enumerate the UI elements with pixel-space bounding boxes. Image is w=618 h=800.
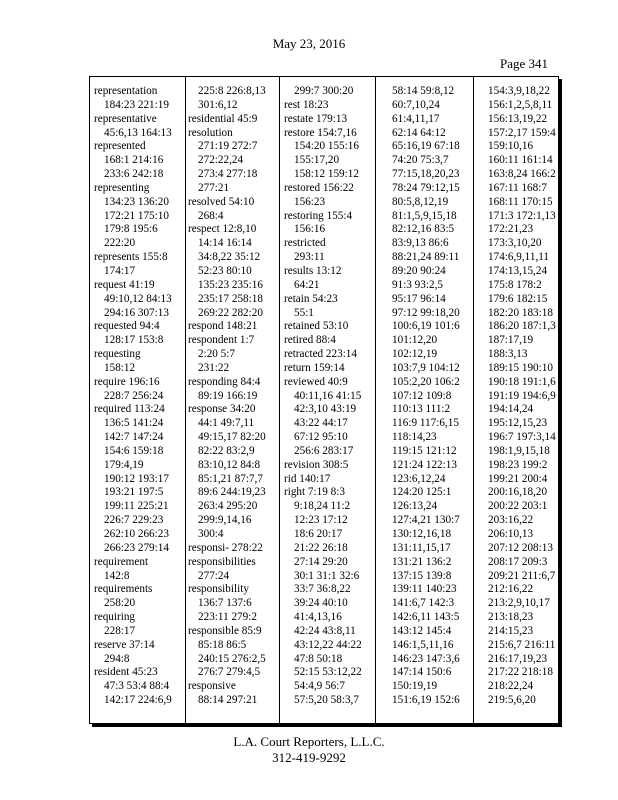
- index-references: 190:18 191:1,6: [488, 375, 556, 388]
- index-references: 216:17,19,23: [488, 652, 548, 665]
- index-references: 64:21: [294, 278, 320, 291]
- index-references: 118:14,23: [392, 431, 437, 444]
- index-term: resolution: [188, 126, 233, 139]
- index-references: 101:12,20: [392, 334, 438, 347]
- index-references: 136:7 137:6: [198, 597, 252, 610]
- index-column-4: [382, 85, 474, 719]
- index-term: requirement: [94, 555, 149, 568]
- index-term: representative: [94, 112, 157, 125]
- index-references: 184:23 221:19: [104, 98, 169, 111]
- index-references: 105:2,20 106:2: [392, 375, 460, 388]
- index-references: 107:12 109:8: [392, 389, 452, 402]
- index-references: 67:12 95:10: [294, 431, 348, 444]
- index-references: 219:5,6,20: [488, 694, 536, 707]
- index-references: 159:10,16: [488, 140, 534, 153]
- index-term: respond 148:21: [188, 320, 258, 333]
- index-references: 196:7 197:3,14: [488, 431, 556, 444]
- footer-phone: 312-419-9292: [272, 750, 346, 765]
- index-term: require 196:16: [94, 375, 160, 388]
- index-references: 142:17 224:6,9: [104, 694, 172, 707]
- index-term: represents 155:8: [94, 251, 168, 264]
- index-references: 126:13,24: [392, 500, 438, 513]
- index-references: 136:5 141:24: [104, 417, 164, 430]
- index-references: 154:20 155:16: [294, 140, 359, 153]
- index-term: restricted: [284, 237, 326, 250]
- index-references: 49:10,12 84:13: [104, 292, 172, 305]
- index-term: rid 140:17: [284, 472, 331, 485]
- index-references: 273:4 277:18: [198, 168, 258, 181]
- index-references: 263:4 295:20: [198, 500, 258, 513]
- index-references: 209:21 211:6,7: [488, 569, 556, 582]
- index-references: 190:12 193:17: [104, 472, 169, 485]
- index-references: 294:8: [104, 652, 130, 665]
- index-references: 62:14 64:12: [392, 126, 446, 139]
- index-references: 137:15 139:8: [392, 569, 452, 582]
- index-references: 195:12,15,23: [488, 417, 548, 430]
- index-references: 89:19 166:19: [198, 389, 258, 402]
- index-term: responsi- 278:22: [188, 541, 263, 554]
- index-references: 12:23 17:12: [294, 514, 348, 527]
- index-term: resolved 54:10: [188, 195, 255, 208]
- index-term: restored 156:22: [284, 181, 354, 194]
- index-references: 156:13,19,22: [488, 112, 548, 125]
- index-term: responding 84:4: [188, 375, 261, 388]
- index-references: 131:21 136:2: [392, 555, 452, 568]
- index-references: 276:7 279:4,5: [198, 666, 261, 679]
- index-references: 60:7,10,24: [392, 98, 440, 111]
- index-references: 293:11: [294, 251, 325, 264]
- index-references: 191:19 194:6,9: [488, 389, 556, 402]
- index-references: 30:1 31:1 32:6: [294, 569, 360, 582]
- index-references: 294:16 307:13: [104, 306, 169, 319]
- index-references: 78:24 79:12,15: [392, 181, 460, 194]
- index-references: 208:17 209:3: [488, 555, 548, 568]
- index-references: 55:1: [294, 306, 314, 319]
- index-references: 174:13,15,24: [488, 264, 548, 277]
- index-term: retracted 223:14: [284, 348, 357, 361]
- index-references: 146:23 147:3,6: [392, 652, 460, 665]
- index-references: 266:23 279:14: [104, 541, 169, 554]
- index-references: 150:19,19: [392, 680, 438, 693]
- index-references: 14:14 16:14: [198, 237, 252, 250]
- index-term: return 159:14: [284, 361, 345, 374]
- index-references: 52:23 80:10: [198, 264, 252, 277]
- index-references: 119:15 121:12: [392, 444, 457, 457]
- index-references: 174:17: [104, 264, 136, 277]
- index-references: 160:11 161:14: [488, 154, 553, 167]
- index-references: 82:12,16 83:5: [392, 223, 455, 236]
- index-references: 143:12 145:4: [392, 624, 452, 637]
- index-references: 89:6 244:19,23: [198, 486, 266, 499]
- index-references: 174:6,9,11,11: [488, 251, 550, 264]
- index-references: 65:16,19 67:18: [392, 140, 460, 153]
- index-references: 157:2,17 159:4: [488, 126, 556, 139]
- index-term: rest 18:23: [284, 98, 329, 111]
- index-references: 82:22 83:2,9: [198, 444, 255, 457]
- index-references: 142:8: [104, 569, 130, 582]
- index-references: 156:1,2,5,8,11: [488, 98, 553, 111]
- index-references: 58:14 59:8,12: [392, 85, 455, 97]
- index-term: reserve 37:14: [94, 638, 155, 651]
- index-references: 301:6,12: [198, 98, 238, 111]
- index-columns: [94, 85, 556, 719]
- index-references: 124:20 125:1: [392, 486, 452, 499]
- index-references: 199:21 200:4: [488, 472, 548, 485]
- index-references: 88:21,24 89:11: [392, 251, 460, 264]
- index-references: 179:8 195:6: [104, 223, 158, 236]
- index-references: 226:7 229:23: [104, 514, 164, 527]
- index-references: 277:21: [198, 181, 230, 194]
- index-references: 103:7,9 104:12: [392, 361, 460, 374]
- index-references: 9:18,24 11:2: [294, 500, 351, 513]
- index-references: 299:7 300:20: [294, 85, 354, 97]
- index-references: 256:6 283:17: [294, 444, 354, 457]
- index-references: 168:1 214:16: [104, 154, 164, 167]
- index-references: 193:21 197:5: [104, 486, 164, 499]
- index-references: 142:6,11 143:5: [392, 611, 460, 624]
- index-references: 147:14 150:6: [392, 666, 452, 679]
- index-references: 44:1 49:7,11: [198, 417, 255, 430]
- index-references: 173:3,10,20: [488, 237, 542, 250]
- index-references: 54:4,9 56:7: [294, 680, 345, 693]
- index-references: 47:3 53:4 88:4: [104, 680, 170, 693]
- index-references: 81:1,5,9,15,18: [392, 209, 457, 222]
- index-references: 85:18 86:5: [198, 638, 247, 651]
- index-references: 43:12,22 44:22: [294, 638, 362, 651]
- index-references: 207:12 208:13: [488, 541, 553, 554]
- index-references: 83:10,12 84:8: [198, 458, 261, 471]
- index-references: 128:17 153:8: [104, 334, 164, 347]
- index-references: 200:22 203:1: [488, 500, 548, 513]
- index-references: 156:23: [294, 195, 326, 208]
- index-term: restoring 155:4: [284, 209, 353, 222]
- index-references: 154:3,9,18,22: [488, 85, 550, 97]
- index-term: revision 308:5: [284, 458, 349, 471]
- index-term: residential 45:9: [188, 112, 258, 125]
- index-references: 194:14,24: [488, 403, 534, 416]
- index-references: 123:6,12,24: [392, 472, 446, 485]
- index-references: 102:12,19: [392, 348, 438, 361]
- index-references: 47:8 50:18: [294, 652, 343, 665]
- index-term: retired 88:4: [284, 334, 336, 347]
- index-references: 163:8,24 166:2: [488, 168, 556, 181]
- index-references: 218:22,24: [488, 680, 534, 693]
- index-references: 158:12 159:12: [294, 168, 359, 181]
- index-references: 91:3 93:2,5: [392, 278, 443, 291]
- index-references: 215:6,7 216:11: [488, 638, 556, 651]
- index-references: 233:6 242:18: [104, 168, 164, 181]
- page-number: Page 341: [499, 56, 548, 71]
- index-references: 199:11 225:21: [104, 500, 169, 513]
- index-term: resident 45:23: [94, 666, 158, 679]
- index-references: 33:7 36:8,22: [294, 583, 351, 596]
- index-references: 198:1,9,15,18: [488, 444, 550, 457]
- index-references: 223:11 279:2: [198, 611, 257, 624]
- index-term: retain 54:23: [284, 292, 338, 305]
- index-references: 277:24: [198, 569, 230, 582]
- index-references: 42:3,10 43:19: [294, 403, 357, 416]
- index-references: 175:8 178:2: [488, 278, 542, 291]
- index-references: 262:10 266:23: [104, 528, 169, 540]
- index-references: 203:16,22: [488, 514, 534, 527]
- index-references: 231:22: [198, 361, 230, 374]
- index-references: 127:4,21 130:7: [392, 514, 460, 527]
- index-term: respect 12:8,10: [188, 223, 257, 236]
- index-references: 151:6,19 152:6: [392, 694, 460, 707]
- index-references: 110:13 111:2: [392, 403, 451, 416]
- index-references: 45:6,13 164:13: [104, 126, 172, 139]
- index-references: 271:19 272:7: [198, 140, 258, 153]
- index-references: 214:15,23: [488, 624, 534, 637]
- index-references: 187:17,19: [488, 334, 534, 347]
- index-references: 200:16,18,20: [488, 486, 548, 499]
- index-term: responsible 85:9: [188, 624, 262, 637]
- index-references: 39:24 40:10: [294, 597, 348, 610]
- index-references: 168:11 170:15: [488, 195, 553, 208]
- index-references: 85:1,21 87:7,7: [198, 472, 263, 485]
- index-references: 179:6 182:15: [488, 292, 548, 305]
- index-references: 88:14 297:21: [198, 694, 258, 707]
- index-references: 235:17 258:18: [198, 292, 263, 305]
- index-references: 27:14 29:20: [294, 555, 348, 568]
- index-references: 74:20 75:3,7: [392, 154, 449, 167]
- index-references: 213:18,23: [488, 611, 534, 624]
- index-references: 57:5,20 58:3,7: [294, 694, 359, 707]
- index-references: 240:15 276:2,5: [198, 652, 266, 665]
- index-references: 155:17,20: [294, 154, 340, 167]
- index-references: 228:17: [104, 624, 136, 637]
- index-references: 52:15 53:12,22: [294, 666, 362, 679]
- index-references: 269:22 282:20: [198, 306, 263, 319]
- header-date: May 23, 2016: [272, 36, 346, 51]
- index-references: 228:7 256:24: [104, 389, 164, 402]
- index-references: 97:12 99:18,20: [392, 306, 460, 319]
- index-references: 222:20: [104, 237, 136, 250]
- index-references: 156:16: [294, 223, 326, 236]
- index-term: response 34:20: [188, 403, 256, 416]
- index-references: 135:23 235:16: [198, 278, 263, 291]
- index-references: 272:22,24: [198, 154, 244, 167]
- index-column-1: [94, 85, 182, 719]
- index-references: 268:4: [198, 209, 224, 222]
- index-references: 172:21,23: [488, 223, 534, 236]
- index-references: 186:20 187:1,3: [488, 320, 556, 333]
- index-term: restore 154:7,16: [284, 126, 357, 139]
- index-term: responsive: [188, 680, 236, 693]
- index-term: representing: [94, 181, 150, 194]
- index-column-5: [478, 85, 562, 719]
- index-references: 189:15 190:10: [488, 361, 553, 374]
- index-references: 198:23 199:2: [488, 458, 548, 471]
- index-references: 154:6 159:18: [104, 444, 164, 457]
- index-term: responsibility: [188, 583, 249, 596]
- index-references: 43:22 44:17: [294, 417, 348, 430]
- index-references: 142:7 147:24: [104, 431, 164, 444]
- index-references: 2:20 5:7: [198, 348, 235, 361]
- index-references: 77:15,18,20,23: [392, 168, 460, 181]
- index-references: 49:15,17 82:20: [198, 431, 266, 444]
- index-references: 100:6,19 101:6: [392, 320, 460, 333]
- index-term: requirements: [94, 583, 153, 596]
- index-references: 217:22 218:18: [488, 666, 553, 679]
- index-references: 134:23 136:20: [104, 195, 169, 208]
- index-references: 89:20 90:24: [392, 264, 446, 277]
- index-box: [89, 76, 559, 724]
- index-references: 121:24 122:13: [392, 458, 457, 471]
- index-term: reviewed 40:9: [284, 375, 348, 388]
- index-references: 158:12: [104, 361, 136, 374]
- index-references: 179:4,19: [104, 458, 144, 471]
- index-references: 300:4: [198, 528, 224, 540]
- index-term: retained 53:10: [284, 320, 349, 333]
- index-references: 42:24 43:8,11: [294, 624, 356, 637]
- index-term: request 41:19: [94, 278, 155, 291]
- index-references: 131:11,15,17: [392, 541, 451, 554]
- index-term: responsibilities: [188, 555, 256, 568]
- index-references: 139:11 140:23: [392, 583, 457, 596]
- index-references: 206:10,13: [488, 528, 534, 540]
- index-references: 61:4,11,17: [392, 112, 440, 125]
- index-term: requiring: [94, 611, 136, 624]
- index-column-2: [188, 85, 280, 719]
- index-references: 188:3,13: [488, 348, 528, 361]
- index-references: 299:9,14,16: [198, 514, 252, 527]
- index-references: 167:11 168:7: [488, 181, 547, 194]
- index-references: 80:5,8,12,19: [392, 195, 449, 208]
- index-term: requesting: [94, 348, 141, 361]
- index-references: 141:6,7 142:3: [392, 597, 455, 610]
- index-term: restate 179:13: [284, 112, 348, 125]
- index-term: represented: [94, 140, 146, 153]
- index-references: 258:20: [104, 597, 136, 610]
- index-term: requested 94:4: [94, 320, 160, 333]
- index-references: 225:8 226:8,13: [198, 85, 266, 97]
- index-references: 95:17 96:14: [392, 292, 446, 305]
- index-references: 34:8,22 35:12: [198, 251, 261, 264]
- index-references: 213:2,9,10,17: [488, 597, 550, 610]
- footer-company: L.A. Court Reporters, L.L.C.: [233, 734, 385, 749]
- index-term: results 13:12: [284, 264, 342, 277]
- index-references: 116:9 117:6,15: [392, 417, 459, 430]
- index-references: 41:4,13,16: [294, 611, 342, 624]
- index-references: 182:20 183:18: [488, 306, 553, 319]
- index-references: 18:6 20:17: [294, 528, 343, 540]
- index-references: 21:22 26:18: [294, 541, 348, 554]
- index-term: required 113:24: [94, 403, 165, 416]
- index-term: right 7:19 8:3: [284, 486, 345, 499]
- index-column-3: [284, 85, 374, 719]
- index-references: 171:3 172:1,13: [488, 209, 556, 222]
- index-references: 83:9,13 86:6: [392, 237, 449, 250]
- index-term: representation: [94, 85, 158, 97]
- index-references: 130:12,16,18: [392, 528, 452, 540]
- index-references: 40:11,16 41:15: [294, 389, 362, 402]
- index-references: 212:16,22: [488, 583, 534, 596]
- index-references: 172:21 175:10: [104, 209, 169, 222]
- index-references: 146:1,5,11,16: [392, 638, 454, 651]
- index-term: respondent 1:7: [188, 334, 255, 347]
